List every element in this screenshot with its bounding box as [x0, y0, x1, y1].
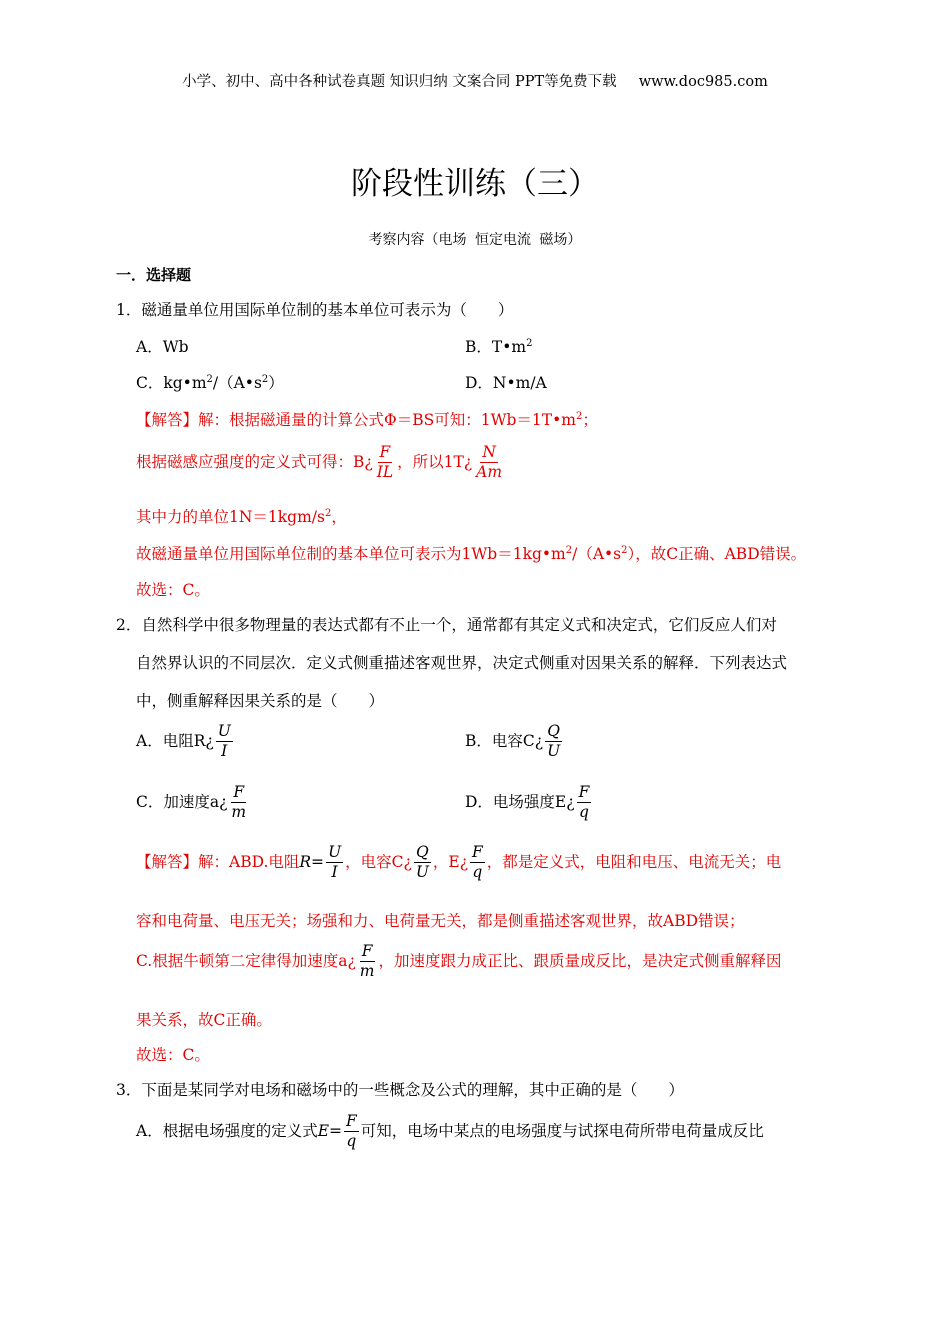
q1-answer-line1: 【解答】解：根据磁通量的计算公式Φ＝BS可知：$1Wb=1T•m^2$； — [136, 410, 598, 429]
q1-answer-line4: 故磁通量单位用国际单位制的基本单位可表示为$1Wb=1kg•m^2/(A•s^2)$，故C正确、ABD错误。 — [136, 544, 807, 563]
q2-answer-line2: 容和电荷量、电压无关；场强和力、电荷量无关，都是侧重描述客观世界，故ABD错误； — [136, 912, 745, 930]
q2-option-b: B．电容C¿ $\frac{Q}{U}$ — [465, 722, 561, 761]
q2-option-d: D．电场强度E¿ $\frac{F}{q}$ — [465, 783, 590, 822]
q2-option-c: C．加速度a¿ $\frac{F}{m}$ — [136, 783, 247, 822]
q2-option-a: A．电阻R¿ $\frac{U}{I}$ — [136, 722, 231, 761]
q2-stem-line3: 中，侧重解释因果关系的是（ ） — [136, 692, 385, 710]
q2-stem-line1: 2．自然科学中很多物理量的表达式都有不止一个，通常都有其定义式和决定式，它们反应人们对 — [116, 616, 777, 634]
q2-answer-line3: C.根据牛顿第二定律得加速度a¿ $\frac{F}{m}$ ，加速度跟力成正比、跟质量成反比，是决定式侧重解释因 — [136, 942, 782, 981]
q1-answer-choice: 故选：C。 — [136, 581, 210, 599]
header-url[interactable]: www.doc985.com — [638, 74, 768, 90]
q1-answer-line3: 其中力的单位$1N=1kgm/s^2$， — [136, 507, 347, 526]
section-heading: 一．选择题 — [116, 266, 192, 284]
q3-option-a: A．根据电场强度的定义式E= $\frac{F}{q}$ 可知，电场中某点的电场强度与试探电荷所带电荷量成反比 — [136, 1112, 764, 1151]
q1-fraction-f-over-il: $\frac{F}{IL}$ — [376, 443, 394, 482]
q2-stem-line2: 自然界认识的不同层次．定义式侧重描述客观世界，决定式侧重对因果关系的解释．下列表达式 — [136, 654, 788, 672]
q2-answer-line1: 【解答】解：ABD.电阻R= $\frac{U}{I}$ ，电容C¿ $\frac{Q}{U}$ ，E¿ $\frac{F}{q}$ ，都是定义式，电阻和电压、电流无关；电 — [136, 843, 782, 882]
q3-stem: 3．下面是某同学对电场和磁场中的一些概念及公式的理解，其中正确的是（ ） — [116, 1081, 684, 1099]
q1-option-a: A．Wb — [136, 338, 189, 356]
q2-answer-choice: 故选：C。 — [136, 1046, 210, 1064]
page-title: 阶段性训练（三） — [351, 166, 599, 202]
q1-fraction-n-over-am: $\frac{N}{Am}$ — [476, 443, 503, 482]
q1-option-b: B．$T•m^2$ — [465, 337, 533, 356]
q1-stem: 1．磁通量单位用国际单位制的基本单位可表示为（ ） — [116, 301, 514, 319]
header-text: 小学、初中、高中各种试卷真题 知识归纳 文案合同 PPT等免费下载 — [182, 74, 617, 90]
q1-option-c: C．$kg•m^2/(A•s^2)$ — [136, 373, 284, 392]
q1-answer-line2: 根据磁感应强度的定义式可得：B¿ $\frac{F}{IL}$ ，所以1T¿ $\frac{N}{Am}$ — [136, 443, 503, 482]
page-header — [0, 70, 950, 91]
page-subtitle: 考察内容（电场 恒定电流 磁场） — [368, 232, 582, 248]
q2-answer-line4: 果关系，故C正确。 — [136, 1011, 272, 1029]
q1-option-d: D．N•m/A — [465, 374, 547, 392]
